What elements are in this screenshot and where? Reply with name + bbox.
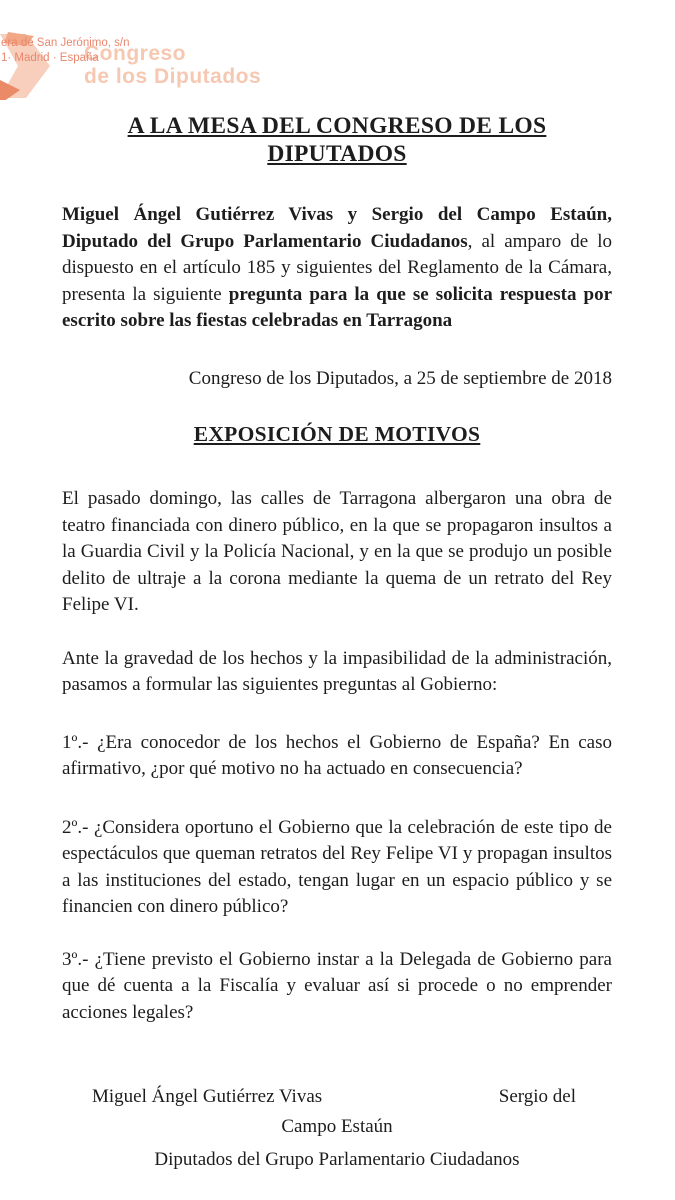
question-3: 3º.- ¿Tiene previsto el Gobierno instar a la Delegada de Gobierno para que dé cuenta a la Fiscalía y evaluar así si procede o no emprender acciones legales? [62, 948, 612, 1023]
document-body [0, 112, 675, 1175]
letterhead-address [1, 36, 130, 66]
congress-wordmark-line2: de los Diputados [84, 65, 262, 88]
document-title: A LA MESA DEL CONGRESO DE LOS DIPUTADOS [127, 113, 547, 167]
intro-authors: Miguel Ángel Gutiérrez Vivas y Sergio del Campo Estaún, Diputado del Grupo Parlamentario Ciudadanos [62, 204, 612, 252]
signatory-name-wrap: Campo Estaún [281, 1116, 393, 1137]
signature-names-row [62, 1082, 612, 1112]
question-2: 2º.- ¿Considera oportuno el Gobierno que la celebración de este tipo de espectáculos que queman retratos del Rey Felipe VI y propagan insultos a las instituciones del estado, tengan lugar en un espacio público y se financien con dinero público? [62, 816, 612, 917]
letterhead-address-line2: 1· Madrid · España [1, 52, 99, 64]
signatory-name-left: Miguel Ángel Gutiérrez Vivas [92, 1086, 323, 1107]
signatory-name-right: Sergio del [498, 1086, 576, 1107]
intro-request: pregunta para la que se solicita respuesta por escrito sobre las fiestas celebradas en Tarragona [62, 283, 612, 331]
signatories-role: Diputados del Grupo Parlamentario Ciudadanos [154, 1149, 520, 1170]
question-1: 1º.- ¿Era conocedor de los hechos el Gobierno de España? En caso afirmativo, ¿por qué motivo no ha actuado en consecuencia? [62, 731, 612, 779]
exposition-paragraph-2: Ante la gravedad de los hechos y la impasibilidad de la administración, pasamos a formular las siguientes preguntas al Gobierno: [62, 647, 612, 695]
congress-wordmark-line1: Congreso [84, 42, 187, 65]
letterhead-address-line1: era de San Jerónimo, s/n [1, 37, 130, 49]
dateline: Congreso de los Diputados, a 25 de septiembre de 2018 [188, 367, 612, 389]
intro-middle: , al amparo de lo dispuesto en el artículo 185 y siguientes del Reglamento de la Cámara, presenta la siguiente [62, 230, 612, 305]
signature-block [62, 1082, 612, 1175]
letterhead [0, 0, 675, 100]
exposition-paragraph-1: El pasado domingo, las calles de Tarragona albergaron una obra de teatro financiada con dinero público, en la que se propagaron insultos a la Guardia Civil y la Policía Nacional, y en la que se produjo un posible delito de ultraje a la corona mediante la quema de un retrato del Rey Felipe VI. [62, 488, 612, 615]
intro-paragraph [62, 202, 612, 335]
section-heading: EXPOSICIÓN DE MOTIVOS [193, 422, 481, 446]
